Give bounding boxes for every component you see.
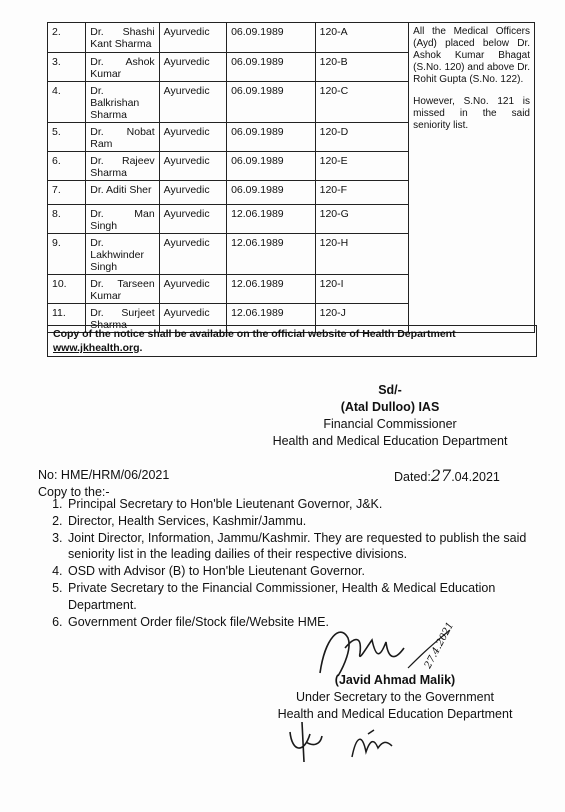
date-cell: 12.06.1989: [227, 304, 316, 333]
name-first: Man: [134, 208, 155, 220]
serial-number-cell: 11.: [48, 304, 86, 333]
name-cell: [86, 123, 159, 152]
system-cell: Ayurvedic: [159, 82, 226, 123]
system-cell: Ayurvedic: [159, 181, 226, 205]
seniority-table: [47, 22, 535, 333]
date-cell: 06.09.1989: [227, 152, 316, 181]
sd-mark: Sd/-: [378, 383, 402, 397]
name-prefix: Dr. Aditi Sher: [90, 184, 152, 196]
name-rest: Singh: [90, 220, 118, 232]
name-first: Surjeet: [121, 307, 155, 319]
name-cell: [86, 53, 159, 82]
system-cell: Ayurvedic: [159, 23, 226, 53]
system-cell: Ayurvedic: [159, 304, 226, 333]
copy-item: 6. Government Order file/Stock file/Website HME.: [66, 614, 556, 631]
name-cell: [86, 82, 159, 123]
remarks-note: However, S.No. 121 is missed in the said seniority list.: [413, 96, 530, 131]
date-cell: 06.09.1989: [227, 82, 316, 123]
order-number: No: HME/HRM/06/2021: [38, 468, 170, 482]
initials-scribble: [282, 712, 412, 772]
seniority-number-cell: 120-F: [315, 181, 409, 205]
serial-number-cell: 6.: [48, 152, 86, 181]
name-cell: [86, 205, 159, 234]
system-cell: Ayurvedic: [159, 234, 226, 275]
under-secretary-designation: Under Secretary to the Government: [295, 690, 494, 704]
name-first: Tarseen: [117, 278, 155, 290]
seniority-number-cell: 120-B: [315, 53, 409, 82]
under-secretary-name: (Javid Ahmad Malik): [334, 673, 456, 687]
name-prefix: Dr.: [90, 56, 104, 68]
date-cell: 12.06.1989: [227, 205, 316, 234]
name-first: Rajeev: [121, 155, 155, 167]
name-first: Shashi: [122, 26, 155, 38]
remarks-text: All the Medical Officers (Ayd) placed below Dr. Ashok Kumar Bhagat (S.No. 120) and above Dr. Rohit Gupta (S.No. 122).: [413, 26, 530, 85]
notice-box: [47, 325, 537, 357]
signatory-department: Health and Medical Education Department: [272, 434, 508, 448]
name-rest: Lakhwinder Singh: [90, 249, 144, 273]
date-cell: 12.06.1989: [227, 275, 316, 304]
serial-number-cell: 9.: [48, 234, 86, 275]
signatory-name: (Atal Dulloo) IAS: [340, 400, 440, 414]
name-prefix: Dr.: [90, 278, 104, 290]
seniority-number-cell: 120-D: [315, 123, 409, 152]
seniority-number-cell: 120-I: [315, 275, 409, 304]
name-rest: Ram: [90, 138, 113, 150]
copy-item: 1. Principal Secretary to Hon'ble Lieutenant Governor, J&K.: [66, 496, 556, 513]
copy-list: [40, 496, 556, 630]
date-cell: 12.06.1989: [227, 234, 316, 275]
serial-number-cell: 4.: [48, 82, 86, 123]
name-rest: Kumar: [90, 68, 122, 80]
serial-number-cell: 10.: [48, 275, 86, 304]
name-first: Ashok: [125, 56, 155, 68]
seniority-number-cell: 120-E: [315, 152, 409, 181]
system-cell: Ayurvedic: [159, 152, 226, 181]
name-cell: [86, 234, 159, 275]
seniority-number-cell: 120-A: [315, 23, 409, 53]
name-prefix: Dr.: [90, 85, 104, 97]
name-cell: [86, 181, 159, 205]
name-prefix: Dr.: [90, 208, 104, 220]
name-prefix: Dr.: [90, 237, 104, 249]
name-rest: Kumar: [90, 290, 122, 302]
date-rest: .04.2021: [451, 470, 500, 484]
serial-number-cell: 8.: [48, 205, 86, 234]
serial-number-cell: 7.: [48, 181, 86, 205]
name-rest: Sharma: [90, 167, 127, 179]
system-cell: Ayurvedic: [159, 53, 226, 82]
seniority-number-cell: 120-H: [315, 234, 409, 275]
signatory-block: [255, 382, 525, 450]
notice-end: .: [139, 342, 143, 354]
date-cell: 06.09.1989: [227, 53, 316, 82]
notice-text: Copy of the notice shall be available on the official website of Health Department: [53, 328, 456, 340]
name-cell: [86, 23, 159, 53]
under-secretary-department: Health and Medical Education Department: [277, 707, 513, 721]
copy-item: 3. Joint Director, Information, Jammu/Kashmir. They are requested to publish the said seniority list in the leading dailies of their respective divisions.: [66, 530, 556, 564]
system-cell: Ayurvedic: [159, 275, 226, 304]
system-cell: Ayurvedic: [159, 205, 226, 234]
serial-number-cell: 3.: [48, 53, 86, 82]
name-cell: [86, 275, 159, 304]
date-cell: 06.09.1989: [227, 181, 316, 205]
name-prefix: Dr.: [90, 155, 104, 167]
date-handwritten: 27: [430, 466, 452, 485]
date-cell: 06.09.1989: [227, 123, 316, 152]
date-cell: 06.09.1989: [227, 23, 316, 53]
name-prefix: Dr.: [90, 26, 104, 38]
serial-number-cell: 2.: [48, 23, 86, 53]
name-cell: [86, 152, 159, 181]
name-rest: Sharma: [90, 319, 127, 331]
signatory-designation: Financial Commissioner: [323, 417, 457, 431]
name-first: Nobat: [126, 126, 155, 138]
seniority-number-cell: 120-C: [315, 82, 409, 123]
website-link[interactable]: www.jkhealth.org: [53, 342, 140, 354]
copy-to-label: Copy to the:-: [38, 485, 110, 499]
remarks-cell: [409, 23, 535, 333]
serial-number-cell: 5.: [48, 123, 86, 152]
name-rest: Kant Sharma: [90, 38, 152, 50]
copy-item: 5. Private Secretary to the Financial Commissioner, Health & Medical Education Department.: [66, 580, 556, 614]
signature-date: 27.4.2021: [422, 620, 457, 671]
name-rest: Balkrishan Sharma: [90, 97, 140, 121]
order-date: [394, 466, 500, 485]
seniority-number-cell: 120-G: [315, 205, 409, 234]
table-row: [48, 23, 535, 53]
copy-item: 2. Director, Health Services, Kashmir/Jammu.: [66, 513, 556, 530]
seniority-number-cell: 120-J: [315, 304, 409, 333]
date-label: Dated:: [394, 470, 431, 484]
copy-item: 4. OSD with Advisor (B) to Hon'ble Lieutenant Governor.: [66, 563, 556, 580]
system-cell: Ayurvedic: [159, 123, 226, 152]
name-prefix: Dr.: [90, 307, 104, 319]
name-prefix: Dr.: [90, 126, 104, 138]
